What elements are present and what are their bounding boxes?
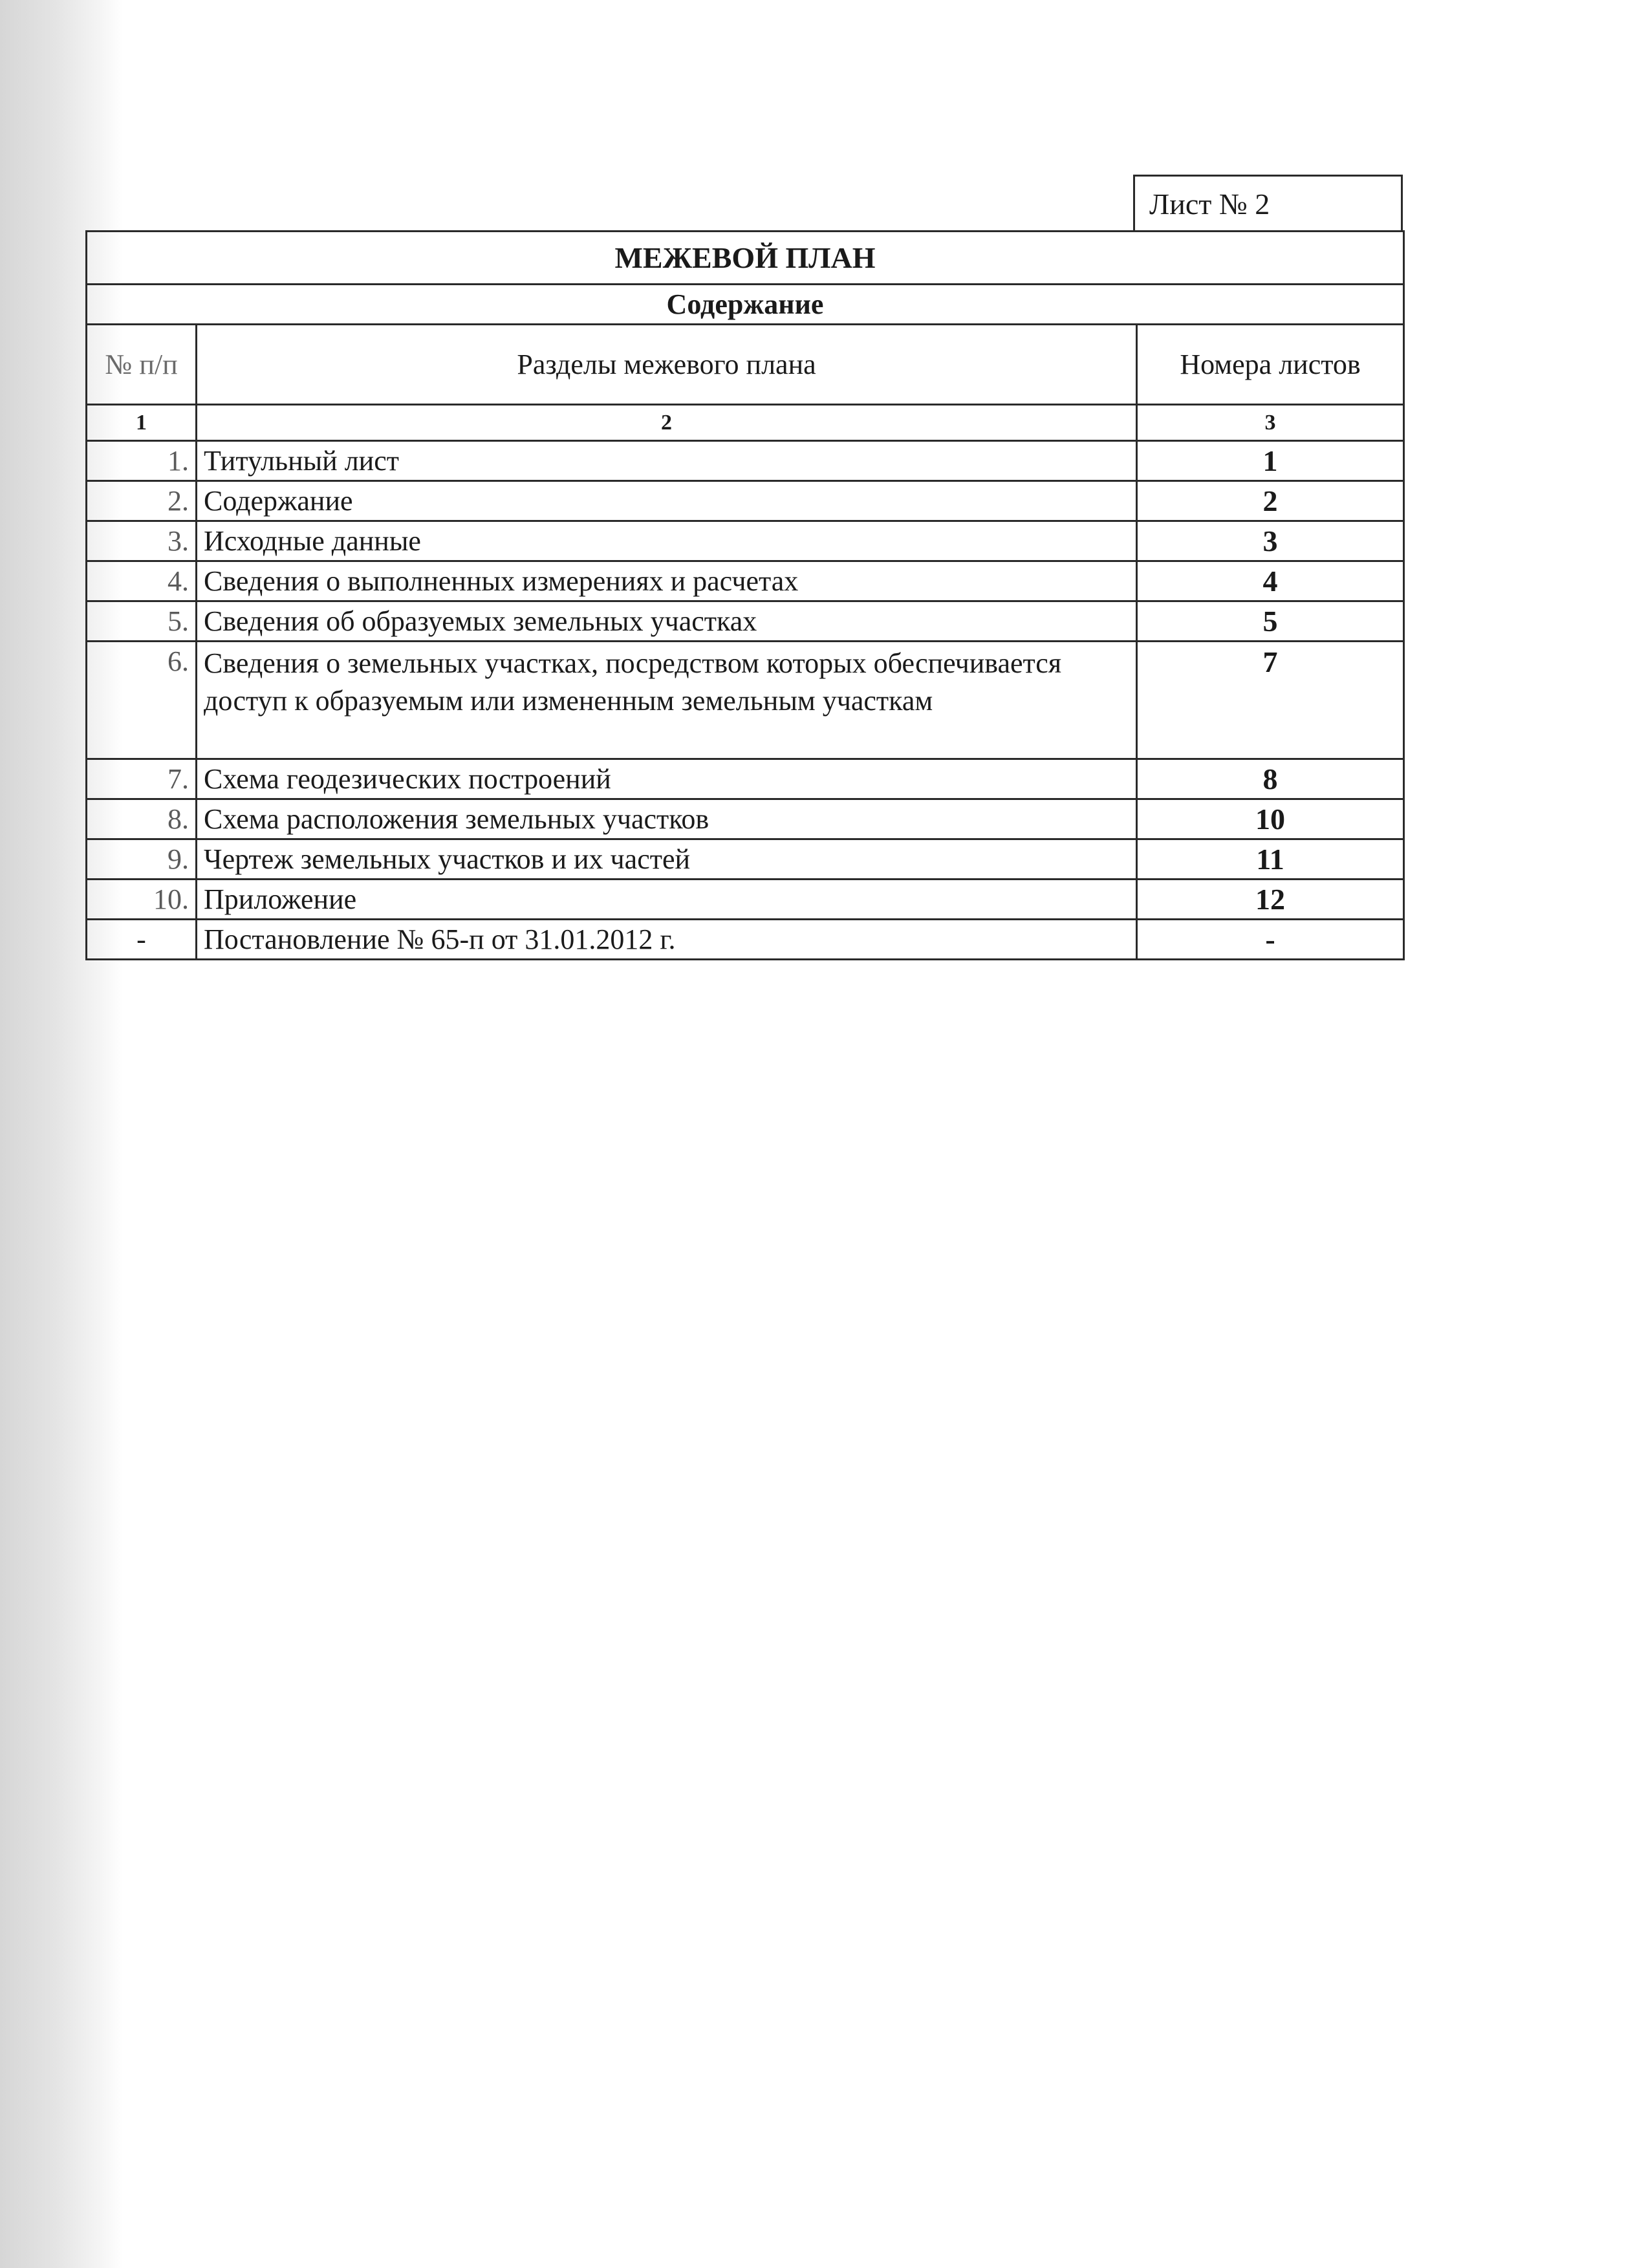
table-row [87, 839, 1404, 880]
table-row [87, 920, 1404, 960]
table-row [87, 799, 1404, 839]
table-row [87, 759, 1404, 799]
table-row [87, 561, 1404, 601]
row-number: 3. [87, 521, 197, 561]
row-section: Схема геодезических построений [197, 759, 1137, 799]
table-row [87, 880, 1404, 920]
row-sheet: 1 [1137, 441, 1404, 481]
table-row [87, 521, 1404, 561]
table-row [87, 601, 1404, 642]
title-row [87, 232, 1404, 285]
column-number: 2 [197, 405, 1137, 441]
row-section: Приложение [197, 880, 1137, 920]
row-section: Сведения об образуемых земельных участках [197, 601, 1137, 642]
row-number: - [87, 920, 197, 960]
column-number: 1 [87, 405, 197, 441]
row-sheet: 3 [1137, 521, 1404, 561]
row-sheet: 5 [1137, 601, 1404, 642]
section-title: Содержание [87, 285, 1404, 325]
header-sheets: Номера листов [1137, 325, 1404, 405]
row-section: Чертеж земельных участков и их частей [197, 839, 1137, 880]
column-number-row [87, 405, 1404, 441]
row-section: Сведения о земельных участках, посредством которых обеспечивается доступ к образуемым или измененным земельным участкам [197, 642, 1137, 759]
row-sheet: - [1137, 920, 1404, 960]
header-number: № п/п [87, 325, 197, 405]
header-section: Разделы межевого плана [197, 325, 1137, 405]
table-row [87, 441, 1404, 481]
row-section: Постановление № 65-п от 31.01.2012 г. [197, 920, 1137, 960]
row-sheet: 11 [1137, 839, 1404, 880]
table-row [87, 642, 1404, 759]
sheet-number-box: Лист № 2 [1133, 175, 1403, 230]
column-number: 3 [1137, 405, 1404, 441]
row-number: 6. [87, 642, 197, 759]
row-section: Сведения о выполненных измерениях и расчетах [197, 561, 1137, 601]
row-sheet: 2 [1137, 481, 1404, 521]
row-number: 7. [87, 759, 197, 799]
row-sheet: 8 [1137, 759, 1404, 799]
row-sheet: 7 [1137, 642, 1404, 759]
header-row [87, 325, 1404, 405]
row-sheet: 12 [1137, 880, 1404, 920]
subtitle-row [87, 285, 1404, 325]
row-section: Титульный лист [197, 441, 1137, 481]
contents-table [85, 230, 1405, 960]
row-number: 9. [87, 839, 197, 880]
document-title: МЕЖЕВОЙ ПЛАН [87, 232, 1404, 285]
row-section: Содержание [197, 481, 1137, 521]
row-sheet: 10 [1137, 799, 1404, 839]
row-number: 8. [87, 799, 197, 839]
row-sheet: 4 [1137, 561, 1404, 601]
row-number: 1. [87, 441, 197, 481]
row-number: 4. [87, 561, 197, 601]
row-section: Схема расположения земельных участков [197, 799, 1137, 839]
row-section: Исходные данные [197, 521, 1137, 561]
row-number: 10. [87, 880, 197, 920]
table-row [87, 481, 1404, 521]
row-number: 2. [87, 481, 197, 521]
row-number: 5. [87, 601, 197, 642]
